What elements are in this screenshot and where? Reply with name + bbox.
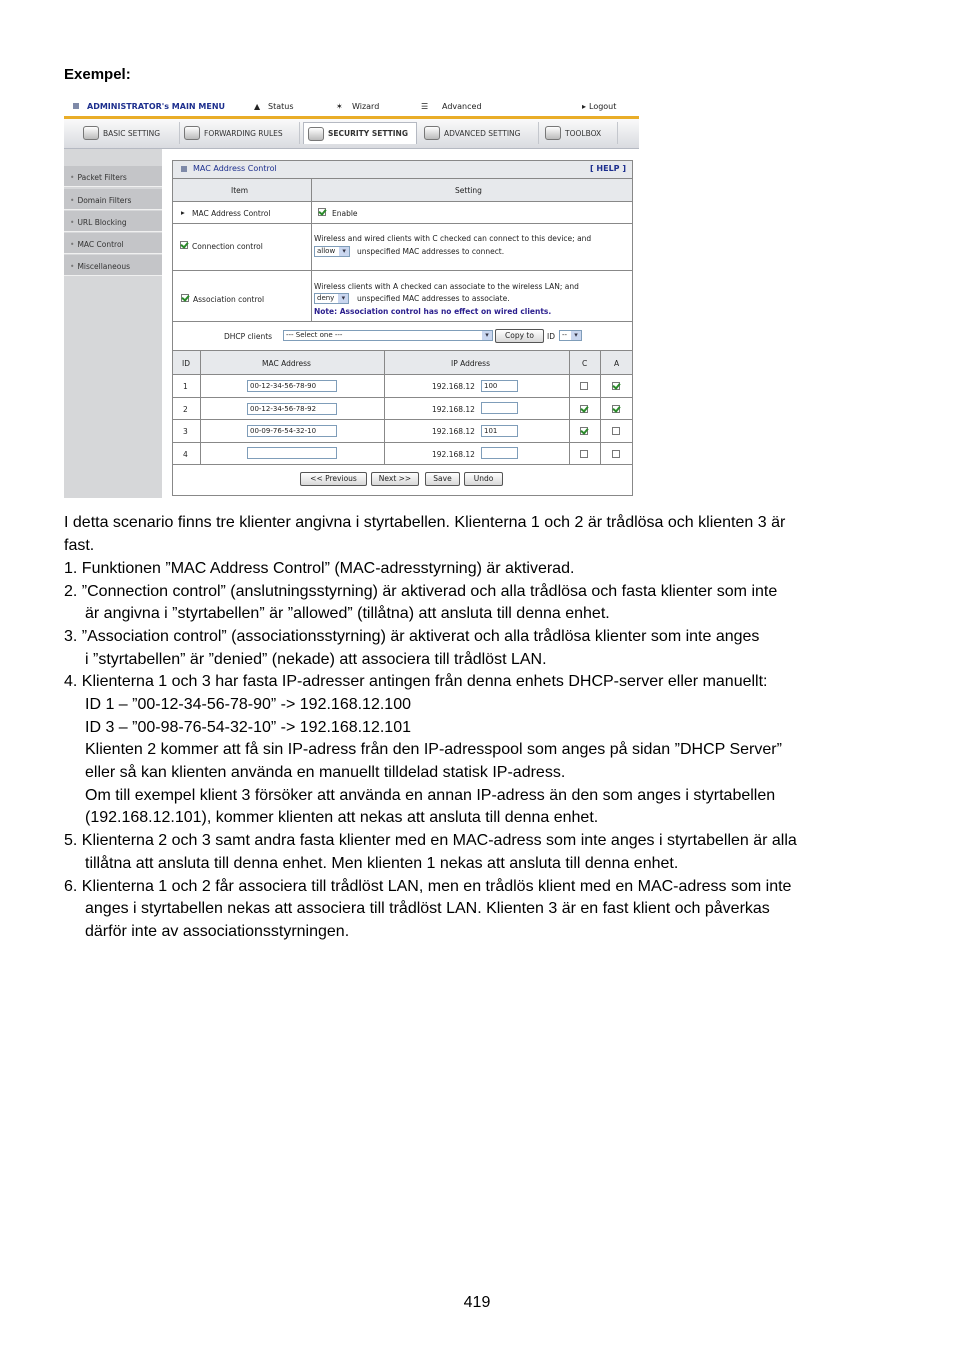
a-checkbox[interactable] [612, 427, 620, 435]
table-row [173, 420, 632, 443]
list-item-5: 5. Klienterna 2 och 3 samt andra fasta klienter med en MAC-adress som inte anges i styrtabellen är alla [64, 832, 797, 849]
tab-forwarding-rules[interactable] [180, 122, 300, 144]
sidebar-item-mac-control[interactable]: • MAC Control [64, 233, 162, 254]
th-a: A [614, 359, 620, 368]
menu-square-icon [73, 103, 79, 109]
basic-setting-icon [83, 126, 99, 140]
wizard-link[interactable]: Wizard [352, 102, 380, 111]
th-ip-address: IP Address [451, 359, 490, 368]
th-mac-address: MAC Address [262, 359, 311, 368]
list-item-2-cont: är angivna i ”styrtabellen” är ”allowed” (tillåtna) att ansluta till denna enhet. [85, 605, 610, 622]
id-select[interactable]: -- ▾ [559, 330, 582, 341]
th-c: C [582, 359, 588, 368]
row-id: 1 [183, 382, 188, 391]
ip-prefix: 192.168.12 [432, 427, 475, 436]
sidebar-item-domain-filters[interactable]: • Domain Filters [64, 189, 162, 210]
sidebar [64, 149, 162, 498]
advanced-icon: ☰ [421, 102, 429, 111]
example-heading: Exempel: [64, 66, 131, 83]
association-control-checkbox[interactable] [181, 294, 189, 302]
c-checkbox[interactable] [580, 450, 588, 458]
connection-control-label: Connection control [192, 242, 263, 251]
col-item: Item [231, 186, 249, 195]
mac-address-control-panel [172, 160, 633, 496]
top-menu-bar [64, 98, 639, 119]
clients-table-header [173, 351, 632, 375]
arrow-right-icon: ▸ [181, 208, 185, 217]
list-item-2: 2. ”Connection control” (anslutningsstyrning) är aktiverad och alla trådlösa och fasta klienter som inte [64, 583, 778, 600]
tab-advanced-setting[interactable] [420, 122, 539, 144]
list-item-3-cont: i ”styrtabellen” är ”denied” (nekade) att associera till trådlöst LAN. [85, 651, 547, 668]
connection-text-2: unspecified MAC addresses to connect. [357, 247, 505, 256]
tab-security-setting[interactable] [303, 122, 417, 144]
list-item-6: 6. Klienterna 1 och 2 får associera till trådlöst LAN, men en trådlös klient med en MAC-adress som inte [64, 878, 792, 895]
association-text-1: Wireless clients with A checked can associate to the wireless LAN; and [314, 282, 579, 291]
ip-input[interactable] [481, 402, 518, 414]
list-item-3: 3. ”Association control” (associationsstyrning) är aktiverat och alla trådlösa klienter som inte anges [64, 628, 760, 645]
list-item-4-cont: Om till exempel klient 3 försöker att använda en annan IP-adress än den som anges i styrtabellen [85, 787, 776, 804]
sidebar-item-packet-filters[interactable]: • Packet Filters [64, 166, 162, 187]
tab-label: BASIC SETTING [103, 128, 161, 138]
router-screenshot [64, 98, 639, 498]
sidebar-item-url-blocking[interactable]: • URL Blocking [64, 211, 162, 232]
list-item-4-cont: (192.168.12.101), kommer klienten att nekas att ansluta till denna enhet. [85, 809, 599, 826]
logout-arrow-icon: ▸ [582, 102, 587, 111]
security-setting-icon [308, 127, 324, 141]
association-control-label: Association control [193, 295, 265, 304]
th-id: ID [182, 359, 190, 368]
col-setting: Setting [455, 186, 482, 195]
enable-checkbox[interactable] [318, 208, 326, 216]
tab-toolbox[interactable] [541, 122, 618, 144]
list-item-6-cont: därför inte av associationsstyrningen. [85, 923, 350, 940]
tab-label: TOOLBOX [565, 128, 602, 138]
row-id: 4 [183, 450, 188, 459]
settings-header-row [173, 179, 632, 202]
ip-input[interactable]: 101 [481, 425, 518, 437]
dhcp-clients-row [173, 322, 632, 351]
ip-prefix: 192.168.12 [432, 450, 475, 459]
mac-control-label: MAC Address Control [192, 209, 271, 218]
a-checkbox[interactable] [612, 450, 620, 458]
ip-input[interactable] [481, 447, 518, 459]
page-number: 419 [463, 1294, 491, 1311]
c-checkbox[interactable] [580, 405, 588, 413]
enable-label: Enable [332, 209, 358, 218]
dhcp-clients-select[interactable]: --- Select one --- ▾ [283, 330, 493, 341]
previous-button[interactable]: << Previous [300, 472, 367, 486]
tab-label: SECURITY SETTING [328, 129, 408, 138]
association-text-2: unspecified MAC addresses to associate. [357, 294, 510, 303]
connection-control-checkbox[interactable] [180, 241, 188, 249]
association-control-row [173, 271, 632, 322]
list-item-4-cont: eller så kan klienten använda en manuellt tilldelad statisk IP-adress. [85, 764, 566, 781]
panel-square-icon [181, 166, 187, 172]
advanced-link[interactable]: Advanced [442, 102, 482, 111]
c-checkbox[interactable] [580, 382, 588, 390]
undo-button[interactable]: Undo [464, 472, 503, 486]
toolbox-icon [545, 126, 561, 140]
list-item-4-cont: ID 1 – ”00-12-34-56-78-90” -> 192.168.12.100 [85, 696, 411, 713]
list-item-4: 4. Klienterna 1 och 3 har fasta IP-adresser antingen från denna enhets DHCP-server eller manuellt: [64, 673, 768, 690]
list-item-4-cont: ID 3 – ”00-98-76-54-32-10” -> 192.168.12.101 [85, 719, 411, 736]
ip-input[interactable]: 100 [481, 380, 518, 392]
copy-to-button[interactable]: Copy to [495, 329, 544, 343]
list-item-1: 1. Funktionen ”MAC Address Control” (MAC-adresstyrning) är aktiverad. [64, 560, 575, 577]
ip-prefix: 192.168.12 [432, 405, 475, 414]
list-item-6-cont: anges i styrtabellen nekas att associera till trådlöst LAN. Klienten 3 är en fast klient och påverkas [85, 900, 770, 917]
paragraph-line: fast. [64, 537, 95, 554]
save-button[interactable]: Save [425, 472, 460, 486]
tab-label: FORWARDING RULES [204, 128, 283, 138]
mac-input[interactable]: 00-12-34-56-78-90 [247, 380, 337, 392]
tab-bar [64, 119, 639, 149]
connection-control-row [173, 224, 632, 271]
association-note: Note: Association control has no effect on wired clients. [314, 307, 552, 316]
table-row [173, 398, 632, 420]
c-checkbox[interactable] [580, 427, 588, 435]
wizard-icon: ✶ [336, 102, 343, 111]
association-select[interactable]: deny ▾ [314, 293, 349, 304]
table-row [173, 443, 632, 465]
mac-input[interactable]: 00-09-76-54-32-10 [247, 425, 337, 437]
forwarding-rules-icon [184, 126, 200, 140]
status-link[interactable]: Status [268, 102, 294, 111]
list-item-5-cont: tillåtna att ansluta till denna enhet. Men klienten 1 nekas att ansluta till denna enhet. [85, 855, 679, 872]
mac-input[interactable]: 00-12-34-56-78-92 [247, 403, 337, 415]
next-button[interactable]: Next >> [371, 472, 419, 486]
connection-select[interactable]: allow ▾ [314, 246, 350, 257]
tab-basic-setting[interactable] [79, 122, 180, 144]
paragraph-line: I detta scenario finns tre klienter angivna i styrtabellen. Klienterna 1 och 2 är trådlösa och klienten 3 är [64, 514, 786, 531]
list-item-4-cont: Klienten 2 kommer att få sin IP-adress från den IP-adresspool som anges på sidan ”DHCP Server” [85, 741, 782, 758]
a-checkbox[interactable] [612, 405, 620, 413]
a-checkbox[interactable] [612, 382, 620, 390]
logout-link[interactable]: Logout [589, 102, 617, 111]
dhcp-clients-label: DHCP clients [224, 332, 273, 341]
admin-main-menu-link[interactable]: ADMINISTRATOR's MAIN MENU [87, 102, 226, 111]
row-id: 2 [183, 405, 188, 414]
ip-prefix: 192.168.12 [432, 382, 475, 391]
mac-control-row [173, 202, 632, 224]
advanced-setting-icon [424, 126, 440, 140]
connection-text-1: Wireless and wired clients with C checked can connect to this device; and [314, 234, 592, 243]
help-link[interactable]: [ HELP ] [589, 164, 626, 173]
sidebar-item-miscellaneous[interactable]: • Miscellaneous [64, 255, 162, 276]
panel-header [173, 161, 632, 179]
mac-input[interactable] [247, 447, 337, 459]
status-icon: ▲ [254, 102, 261, 111]
tab-label: ADVANCED SETTING [444, 128, 521, 138]
row-id: 3 [183, 427, 188, 436]
id-label: ID [547, 332, 555, 341]
panel-title: MAC Address Control [193, 164, 277, 173]
table-row [173, 375, 632, 398]
